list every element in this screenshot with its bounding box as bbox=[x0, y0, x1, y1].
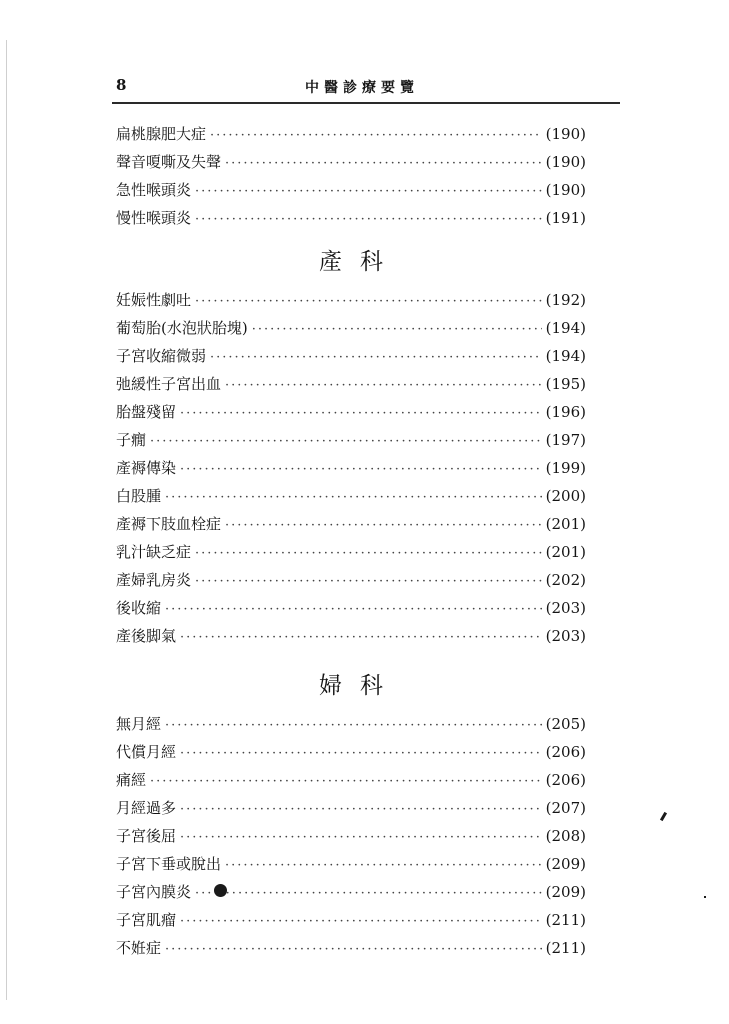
toc-entry[interactable] bbox=[116, 710, 586, 738]
leader-dots bbox=[195, 206, 542, 234]
toc-entry[interactable] bbox=[116, 738, 586, 766]
toc-entry[interactable] bbox=[116, 148, 586, 176]
leader-dots bbox=[180, 740, 542, 768]
toc-entry[interactable] bbox=[116, 398, 586, 426]
leader-dots bbox=[165, 936, 542, 964]
toc-entry-label: 急性喉頭炎 bbox=[116, 181, 192, 199]
toc-entry-label: 乳汁缺乏症 bbox=[116, 543, 192, 561]
leader-dots bbox=[210, 122, 542, 150]
toc-entry-page: (197) bbox=[545, 431, 586, 449]
toc-section-obstetrics bbox=[116, 238, 586, 650]
toc-entry-label: 子宮收縮微弱 bbox=[116, 347, 207, 365]
toc-entry-label: 子癇 bbox=[116, 431, 147, 449]
toc-entry[interactable] bbox=[116, 510, 586, 538]
toc-entry[interactable] bbox=[116, 766, 586, 794]
toc-entry-label: 子宮後屈 bbox=[116, 827, 177, 845]
toc-entry[interactable] bbox=[116, 622, 586, 650]
toc-entry-page: (202) bbox=[545, 571, 586, 589]
toc-entry-label: 痛經 bbox=[116, 771, 147, 789]
toc-entry[interactable] bbox=[116, 342, 586, 370]
leader-dots bbox=[180, 908, 542, 936]
leader-dots bbox=[150, 768, 542, 796]
leader-dots bbox=[180, 456, 542, 484]
toc-entry[interactable] bbox=[116, 794, 586, 822]
toc-entry[interactable] bbox=[116, 176, 586, 204]
toc-entry[interactable] bbox=[116, 314, 586, 342]
toc-entry-label: 子宮下垂或脫出 bbox=[116, 855, 222, 873]
toc-entry-page: (196) bbox=[545, 403, 586, 421]
toc-entry-page: (199) bbox=[545, 459, 586, 477]
leader-dots bbox=[210, 344, 542, 372]
header-rule bbox=[112, 102, 620, 104]
toc-entry[interactable] bbox=[116, 454, 586, 482]
toc-entry[interactable] bbox=[116, 538, 586, 566]
toc-entry-page: (206) bbox=[545, 771, 586, 789]
toc-entry-label: 白股腫 bbox=[116, 487, 162, 505]
toc-entry-page: (211) bbox=[545, 911, 586, 929]
toc-entry-label: 子宮肌瘤 bbox=[116, 911, 177, 929]
toc-entry-page: (200) bbox=[545, 487, 586, 505]
toc-entry-label: 不姙症 bbox=[116, 939, 162, 957]
section-title: 產科 bbox=[319, 249, 401, 275]
toc-entry-page: (209) bbox=[545, 883, 586, 901]
toc-entry-label: 子宮內膜炎 bbox=[116, 883, 192, 901]
leader-dots bbox=[180, 400, 542, 428]
toc-entry-label: 產褥傳染 bbox=[116, 459, 177, 477]
leader-dots bbox=[225, 150, 542, 178]
toc-entry-label: 弛緩性子宮出血 bbox=[116, 375, 222, 393]
leader-dots bbox=[225, 852, 542, 880]
page-header bbox=[112, 74, 622, 104]
scan-speck bbox=[660, 812, 667, 821]
toc-entry-page: (190) bbox=[545, 153, 586, 171]
toc-entry-page: (191) bbox=[545, 209, 586, 227]
toc-entry[interactable] bbox=[116, 878, 586, 906]
ink-blot bbox=[214, 884, 227, 897]
leader-dots bbox=[195, 178, 542, 206]
toc-entry-label: 後收縮 bbox=[116, 599, 162, 617]
toc-entry[interactable] bbox=[116, 426, 586, 454]
scan-edge bbox=[6, 40, 7, 1000]
toc-entry[interactable] bbox=[116, 286, 586, 314]
toc-entry[interactable] bbox=[116, 370, 586, 398]
toc-entry-label: 月經過多 bbox=[116, 799, 177, 817]
table-of-contents bbox=[116, 120, 586, 962]
toc-entry-page: (201) bbox=[545, 515, 586, 533]
toc-entry[interactable] bbox=[116, 822, 586, 850]
leader-dots bbox=[180, 796, 542, 824]
leader-dots bbox=[195, 288, 542, 316]
toc-entry-page: (203) bbox=[545, 599, 586, 617]
leader-dots bbox=[180, 824, 542, 852]
toc-entry-page: (211) bbox=[545, 939, 586, 957]
toc-entry-page: (195) bbox=[545, 375, 586, 393]
toc-entry-page: (205) bbox=[545, 715, 586, 733]
toc-entry[interactable] bbox=[116, 594, 586, 622]
toc-entry-page: (209) bbox=[545, 855, 586, 873]
toc-entry-page: (194) bbox=[545, 319, 586, 337]
toc-entry[interactable] bbox=[116, 482, 586, 510]
leader-dots bbox=[165, 484, 542, 512]
toc-entry-label: 扁桃腺肥大症 bbox=[116, 125, 207, 143]
toc-entry-label: 產褥下肢血栓症 bbox=[116, 515, 222, 533]
toc-entry[interactable] bbox=[116, 566, 586, 594]
leader-dots bbox=[180, 624, 542, 652]
toc-entry-page: (206) bbox=[545, 743, 586, 761]
section-title: 婦科 bbox=[319, 673, 401, 699]
toc-entry[interactable] bbox=[116, 120, 586, 148]
leader-dots bbox=[225, 372, 542, 400]
leader-dots bbox=[150, 428, 542, 456]
toc-entry-page: (194) bbox=[545, 347, 586, 365]
toc-section-continued bbox=[116, 120, 586, 232]
toc-section-gynecology bbox=[116, 662, 586, 962]
leader-dots bbox=[195, 540, 542, 568]
toc-entry-label: 慢性喉頭炎 bbox=[116, 209, 192, 227]
toc-entry-label: 妊娠性劇吐 bbox=[116, 291, 192, 309]
toc-entry-label: 代償月經 bbox=[116, 743, 177, 761]
toc-entry[interactable] bbox=[116, 204, 586, 232]
toc-entry-page: (192) bbox=[545, 291, 586, 309]
toc-entry-label: 產婦乳房炎 bbox=[116, 571, 192, 589]
toc-entry-page: (208) bbox=[545, 827, 586, 845]
leader-dots bbox=[252, 316, 542, 344]
toc-entry-page: (203) bbox=[545, 627, 586, 645]
toc-entry-label: 葡萄胎(水泡狀胎塊) bbox=[116, 319, 248, 337]
leader-dots bbox=[195, 880, 542, 908]
toc-entry-label: 聲音嗄嘶及失聲 bbox=[116, 153, 222, 171]
toc-entry[interactable] bbox=[116, 906, 586, 934]
toc-entry-page: (201) bbox=[545, 543, 586, 561]
leader-dots bbox=[225, 512, 542, 540]
running-title: 中醫診療要覽 bbox=[305, 80, 419, 96]
toc-entry-page: (190) bbox=[545, 181, 586, 199]
toc-entry-label: 無月經 bbox=[116, 715, 162, 733]
scan-speck bbox=[704, 896, 706, 898]
leader-dots bbox=[195, 568, 542, 596]
toc-entry[interactable] bbox=[116, 934, 586, 962]
leader-dots bbox=[165, 596, 542, 624]
toc-entry-page: (207) bbox=[545, 799, 586, 817]
leader-dots bbox=[165, 712, 542, 740]
toc-entry-label: 胎盤殘留 bbox=[116, 403, 177, 421]
page-number: 8 bbox=[116, 76, 127, 94]
toc-entry-page: (190) bbox=[545, 125, 586, 143]
toc-entry-label: 產後脚氣 bbox=[116, 627, 177, 645]
toc-entry[interactable] bbox=[116, 850, 586, 878]
